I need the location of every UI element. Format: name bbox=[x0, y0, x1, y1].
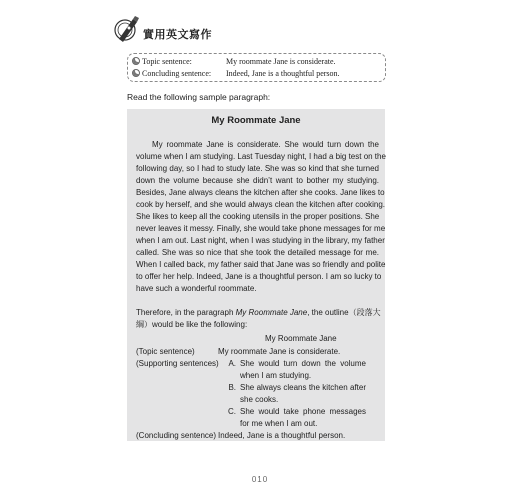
page-number: 010 bbox=[251, 475, 269, 484]
bullet-icon bbox=[132, 69, 140, 77]
paragraph-line: called. She was so nice that she took the detailed message for me. bbox=[136, 248, 379, 257]
sample-title: My Roommate Jane bbox=[211, 115, 301, 126]
fountain-pen-icon bbox=[113, 15, 143, 45]
sample-paragraph bbox=[136, 139, 386, 331]
therefore-line: 綱）would be like the following: bbox=[136, 320, 248, 329]
supporting-item-letter: B. bbox=[228, 383, 236, 392]
therefore-text: Therefore, in the paragraph bbox=[136, 308, 236, 317]
therefore-title-italic: My Roommate Jane bbox=[235, 308, 308, 317]
paragraph-line: volume when I am studying. Last Tuesday night, I had a big test on the bbox=[136, 152, 386, 161]
topic-sentence-row bbox=[132, 56, 336, 67]
concluding-sentence-row bbox=[132, 68, 340, 79]
outline-topic-text: My roommate Jane is considerate. bbox=[218, 347, 341, 356]
supporting-item-letter: A. bbox=[228, 359, 236, 368]
outline-topic-label: (Topic sentence) bbox=[136, 347, 195, 356]
book-title: 實用英文寫作 bbox=[143, 28, 212, 41]
paragraph-line: My roommate Jane is considerate. She would turn down the bbox=[152, 140, 379, 149]
supporting-item-letter: C. bbox=[228, 407, 236, 416]
concluding-sentence-text: Indeed, Jane is a thoughtful person. bbox=[226, 69, 340, 78]
paragraph-line: down the volume because she didn’t want to bother my studying. bbox=[136, 176, 379, 185]
topic-sentence-text: My roommate Jane is considerate. bbox=[226, 57, 336, 66]
outline-title: My Roommate Jane bbox=[265, 334, 337, 343]
paragraph-line: When I called back, my father said that Jane was so friendly and polite bbox=[136, 260, 386, 269]
therefore-line bbox=[136, 307, 379, 319]
therefore-text: , the outline（段落大 bbox=[307, 308, 381, 317]
paragraph-line: She likes to keep all the cooking utensils in the proper positions. She bbox=[136, 212, 380, 221]
paragraph-line: when I am out. Last night, when I was studying in the library, my father bbox=[136, 236, 385, 245]
concluding-sentence-label: Concluding sentence: bbox=[142, 69, 212, 78]
supporting-item-text: She always cleans the kitchen after she cooks. bbox=[240, 383, 366, 404]
paragraph-line: cook by herself, and she would always clean the kitchen after cooking. bbox=[136, 200, 386, 209]
paragraph-line: Besides, Jane always cleans the kitchen after she cooks. Jane likes to bbox=[136, 188, 385, 197]
supporting-item-text: She would turn down the volume when I am studying. bbox=[240, 359, 366, 380]
page-header bbox=[113, 15, 243, 47]
topic-concluding-box bbox=[127, 53, 386, 82]
topic-sentence-label: Topic sentence: bbox=[142, 57, 192, 66]
paragraph-line: never leaves it messy. Finally, she would take phone messages for me bbox=[136, 224, 386, 233]
outline-concluding-text: Indeed, Jane is a thoughtful person. bbox=[218, 431, 346, 440]
paragraph-line: to offer her help. Indeed, Jane is a thoughtful person. I am so lucky to bbox=[136, 272, 382, 281]
outline-concluding-label: (Concluding sentence) bbox=[136, 431, 217, 440]
paragraph-line: have such a wonderful roommate. bbox=[136, 284, 257, 293]
intro-text: Read the following sample paragraph: bbox=[127, 92, 271, 102]
bullet-icon bbox=[132, 57, 140, 65]
outline-supporting-label: (Supporting sentences) bbox=[136, 359, 219, 368]
supporting-item-text: She would take phone messages for me when I am out. bbox=[240, 407, 366, 428]
sample-paragraph-panel bbox=[127, 109, 385, 441]
paragraph-line: following day, so I had to study late. She was so kind that she turned bbox=[136, 164, 379, 173]
